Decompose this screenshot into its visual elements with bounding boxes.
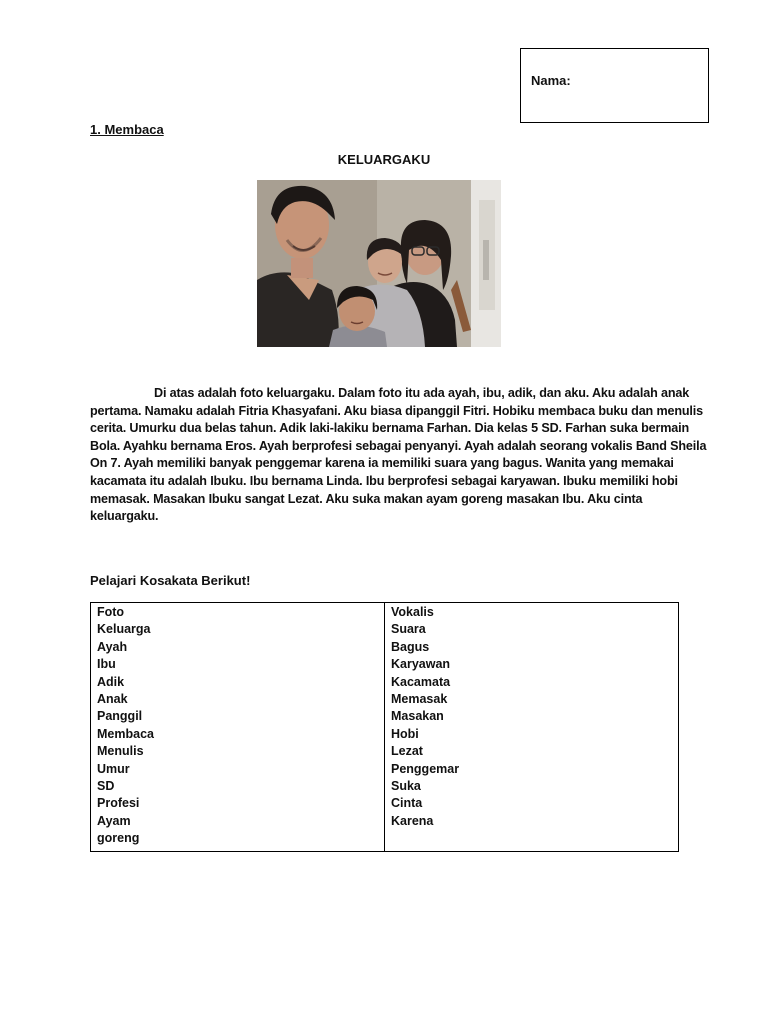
vocab-word: Vokalis — [391, 605, 434, 619]
vocab-word: Keluarga — [97, 622, 151, 637]
vocabulary-table — [90, 602, 679, 852]
vocab-word: Suka — [391, 778, 421, 793]
vocab-word: Membaca — [97, 726, 154, 741]
vocab-word: Kacamata — [391, 674, 451, 689]
vocab-word: Panggil — [97, 709, 143, 724]
vocab-word: Ayah — [97, 639, 128, 654]
vocabulary-right-column — [385, 603, 679, 852]
vocab-word: Hobi — [391, 726, 419, 741]
vocab-word: Memasak — [391, 691, 448, 706]
vocab-word: Anak — [97, 691, 128, 706]
vocabulary-left-column — [91, 603, 385, 852]
vocab-word: Ayam — [97, 813, 131, 828]
reading-title: KELUARGAKU — [337, 152, 431, 167]
vocab-word: Adik — [97, 674, 125, 689]
vocab-word: Ibu — [97, 657, 116, 672]
vocab-word: Umur — [97, 761, 130, 776]
vocabulary-heading: Pelajari Kosakata Berikut! — [90, 573, 251, 588]
section-title: 1. Membaca — [90, 122, 164, 137]
vocab-word: Foto — [97, 605, 125, 619]
vocab-word: Karena — [391, 813, 434, 828]
name-label: Nama: — [531, 73, 571, 88]
vocab-word: Masakan — [391, 709, 444, 724]
reading-passage — [90, 385, 707, 526]
vocab-word: Karyawan — [391, 657, 451, 672]
vocab-word: Menulis — [97, 744, 144, 759]
name-box[interactable] — [520, 48, 709, 123]
passage-line: pertama. Namaku adalah Fitria Khasyafani. Aku biasa dipanggil Fitri. Hobiku membaca buku dan menulis — [90, 403, 703, 418]
vocab-word: Suara — [391, 622, 426, 637]
passage-line: On 7. Ayah memiliki banyak penggemar karena ia memiliki suara yang bagus. Wanita yang memakai — [90, 456, 674, 471]
vocab-word: Lezat — [391, 744, 423, 759]
passage-line: cerita. Umurku dua belas tahun. Adik laki-lakiku bernama Farhan. Dia kelas 5 SD. Farhan suka bermain — [90, 421, 690, 436]
vocab-word: SD — [97, 778, 115, 793]
vocab-word: Penggemar — [391, 761, 460, 776]
passage-line: Di atas adalah foto keluargaku. Dalam foto itu ada ayah, ibu, adik, dan aku. Aku adalah anak — [154, 386, 690, 400]
family-photo — [257, 180, 501, 347]
passage-line: kacamata itu adalah Ibuku. Ibu bernama Linda. Ibu berprofesi sebagai karyawan. Ibuku memiliki hobi — [90, 473, 678, 488]
passage-line: Bola. Ayahku bernama Eros. Ayah berprofesi sebagai penyanyi. Ayah adalah seorang vokalis Band Sheila — [90, 438, 707, 453]
vocab-word: Cinta — [391, 796, 423, 811]
passage-line: keluargaku. — [90, 509, 159, 524]
vocab-word: goreng — [97, 831, 140, 846]
passage-line: memasak. Masakan Ibuku sangat Lezat. Aku suka makan ayam goreng masakan Ibu. Aku cinta — [90, 491, 643, 506]
vocab-word: Profesi — [97, 796, 140, 811]
vocab-word: Bagus — [391, 639, 430, 654]
